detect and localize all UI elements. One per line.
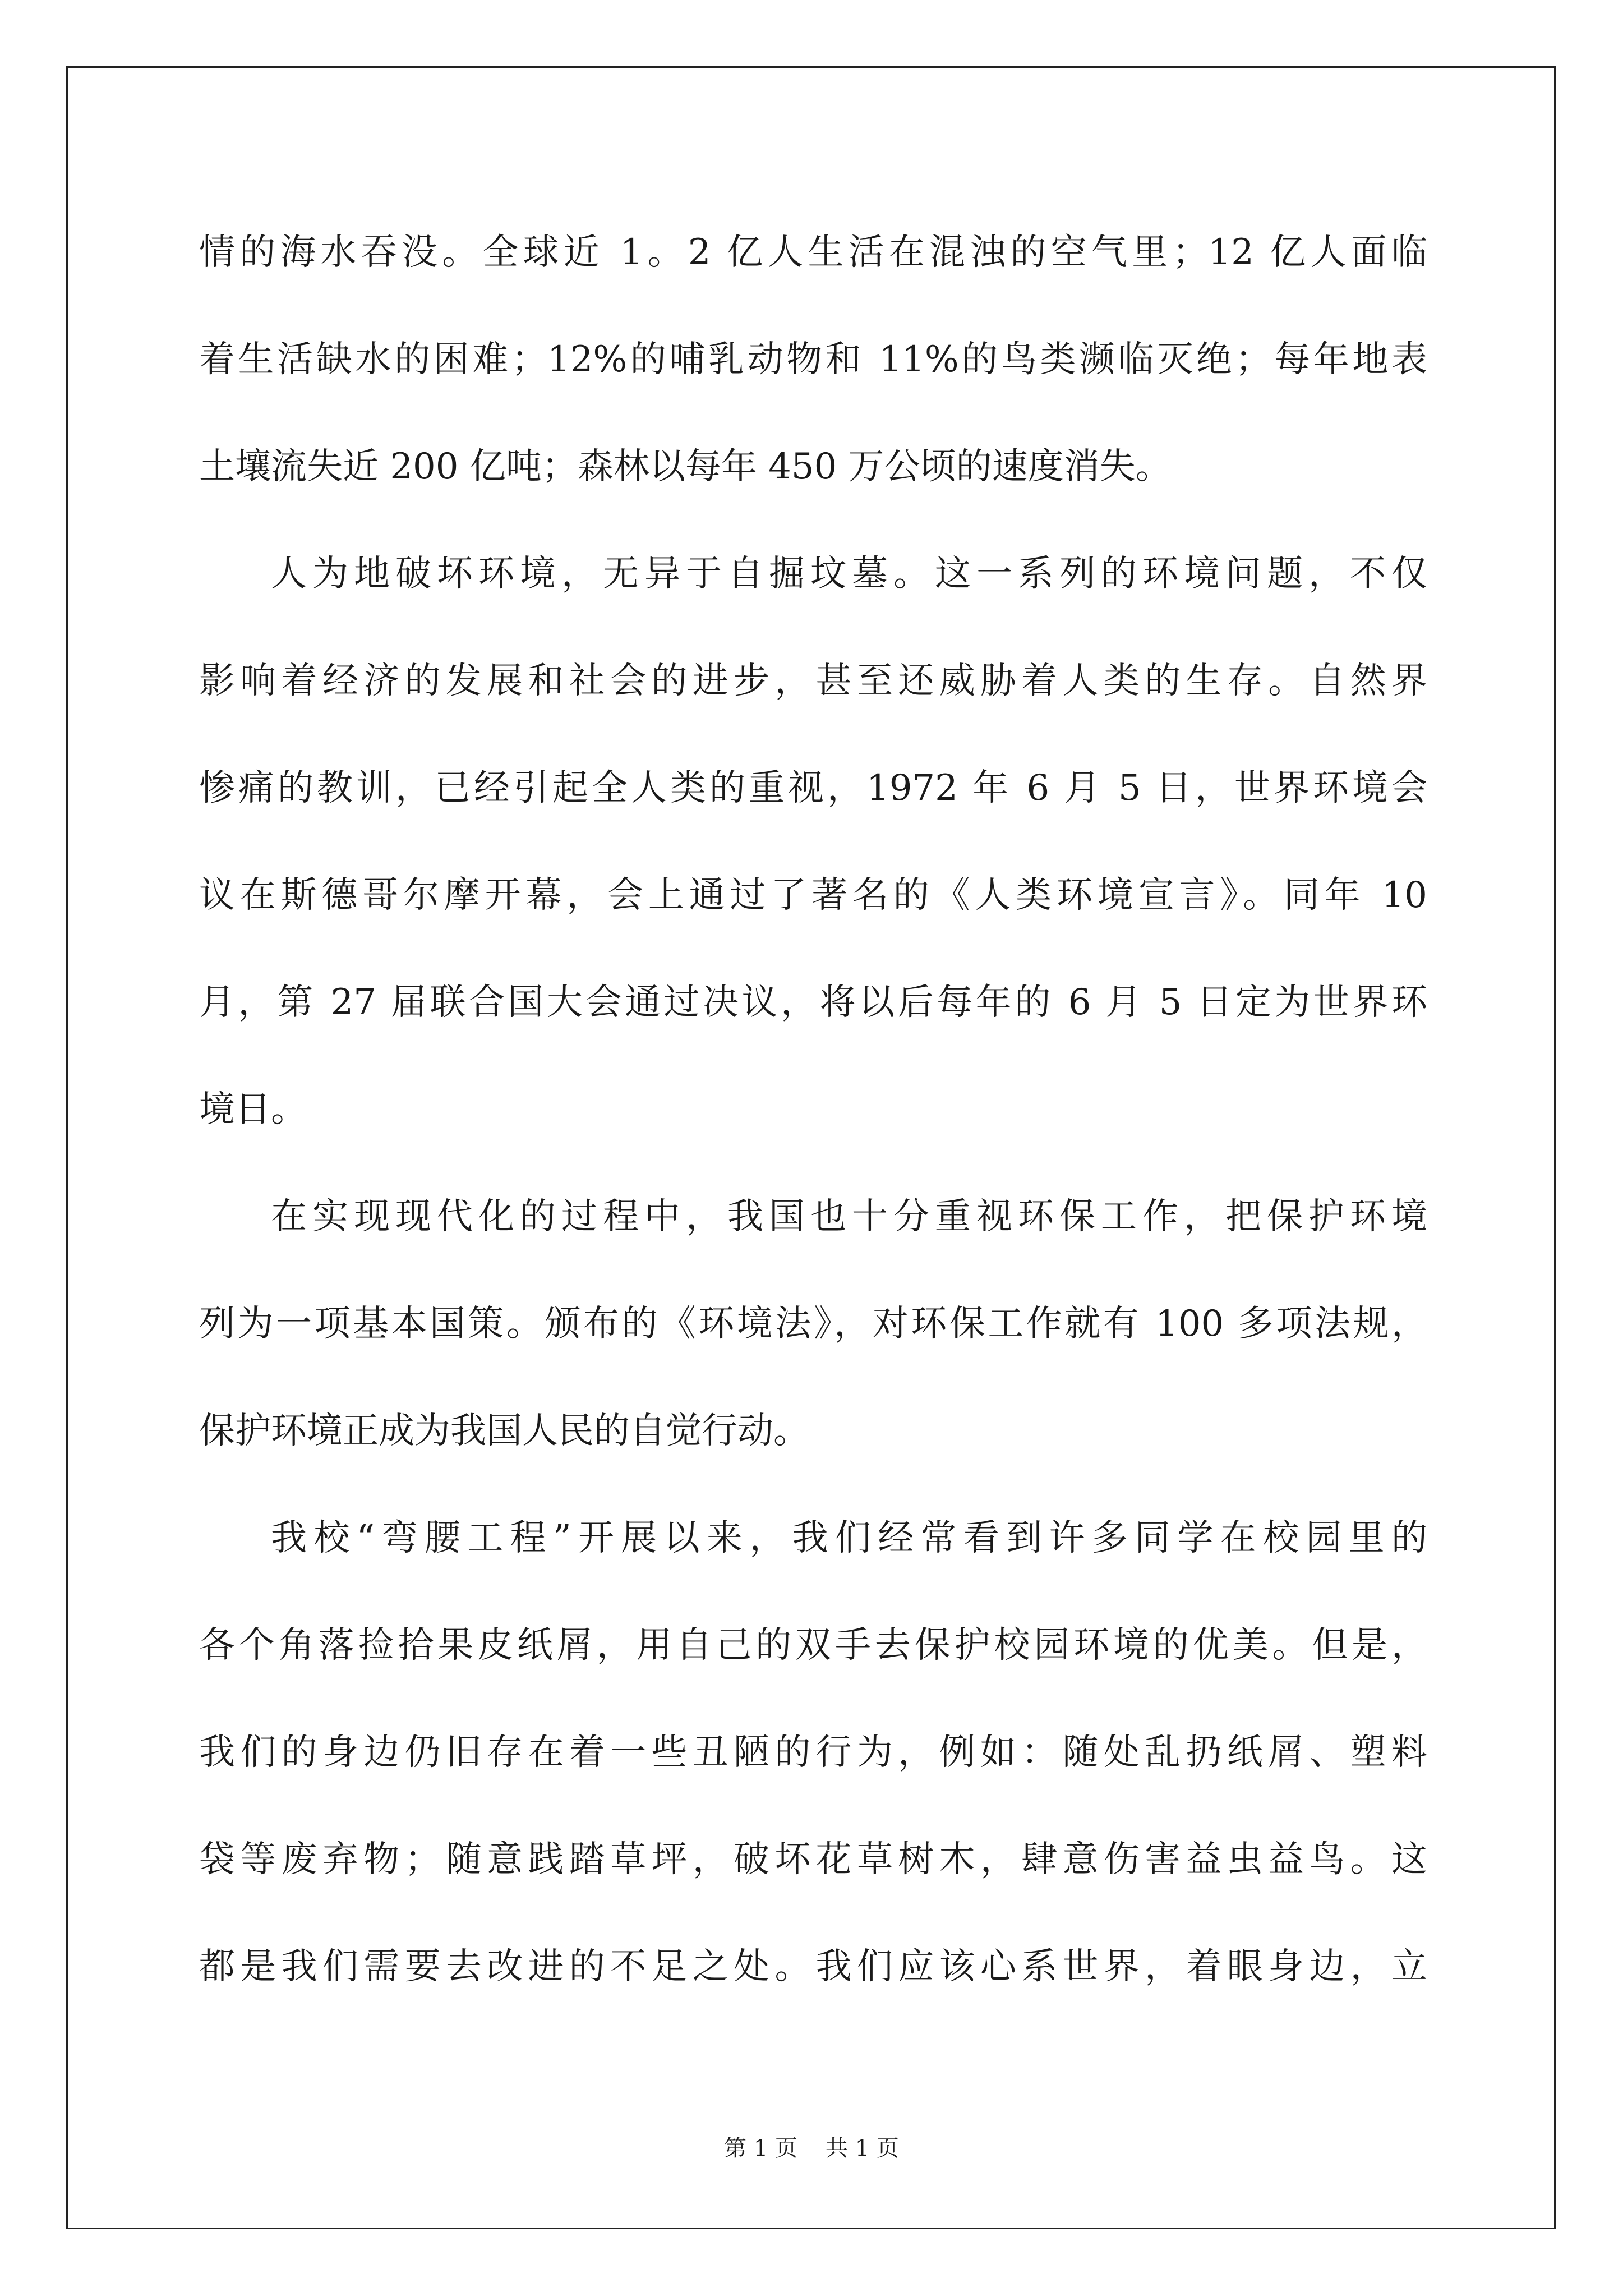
document-body — [199, 199, 1427, 2021]
page-number-current: 第 1 页 — [724, 2136, 797, 2161]
text-line: 惨痛的教训，已经引起全人类的重视，1972 年 6 月 5 日，世界环境会 — [199, 767, 1427, 809]
text-line: 境日。 — [199, 1089, 307, 1130]
text-line: 列为一项基本国策。颁布的《环境法》，对环保工作就有 100 多项法规， — [199, 1303, 1427, 1345]
text-line: 影响着经济的发展和社会的进步，甚至还威胁着人类的生存。自然界 — [199, 660, 1427, 702]
text-line: 都是我们需要去改进的不足之处。我们应该心系世界，着眼身边，立 — [199, 1946, 1427, 1987]
text-line: 袋等废弃物；随意践踏草坪，破坏花草树木，肆意伤害益虫益鸟。这 — [199, 1839, 1427, 1880]
text-line: 保护环境正成为我国人民的自觉行动。 — [199, 1410, 809, 1452]
text-line: 着生活缺水的困难；12%的哺乳动物和 11%的鸟类濒临灭绝；每年地表 — [199, 339, 1427, 380]
text-line: 月，第 27 届联合国大会通过决议，将以后每年的 6 月 5 日定为世界环 — [199, 982, 1427, 1023]
text-line: 情的海水吞没。全球近 1。2 亿人生活在混浊的空气里；12 亿人面临 — [199, 232, 1427, 273]
text-line: 各个角落捡拾果皮纸屑，用自己的双手去保护校园环境的优美。但是， — [199, 1625, 1427, 1666]
page-number-total: 共 1 页 — [826, 2136, 899, 2161]
text-line: 土壤流失近 200 亿吨；森林以每年 450 万公顷的速度消失。 — [199, 446, 1172, 487]
page-footer — [0, 2132, 1623, 2165]
paragraph-first-line: 人为地破坏环境，无异于自掘坟墓。这一系列的环境问题，不仅 — [271, 553, 1427, 595]
text-line: 我们的身边仍旧存在着一些丑陋的行为，例如：随处乱扔纸屑、塑料 — [199, 1732, 1427, 1773]
paragraph-first-line: 在实现现代化的过程中，我国也十分重视环保工作，把保护环境 — [271, 1196, 1427, 1237]
paragraph-first-line: 我校“弯腰工程”开展以来，我们经常看到许多同学在校园里的 — [271, 1517, 1427, 1559]
text-line: 议在斯德哥尔摩开幕，会上通过了著名的《人类环境宣言》。同年 10 — [199, 875, 1427, 916]
